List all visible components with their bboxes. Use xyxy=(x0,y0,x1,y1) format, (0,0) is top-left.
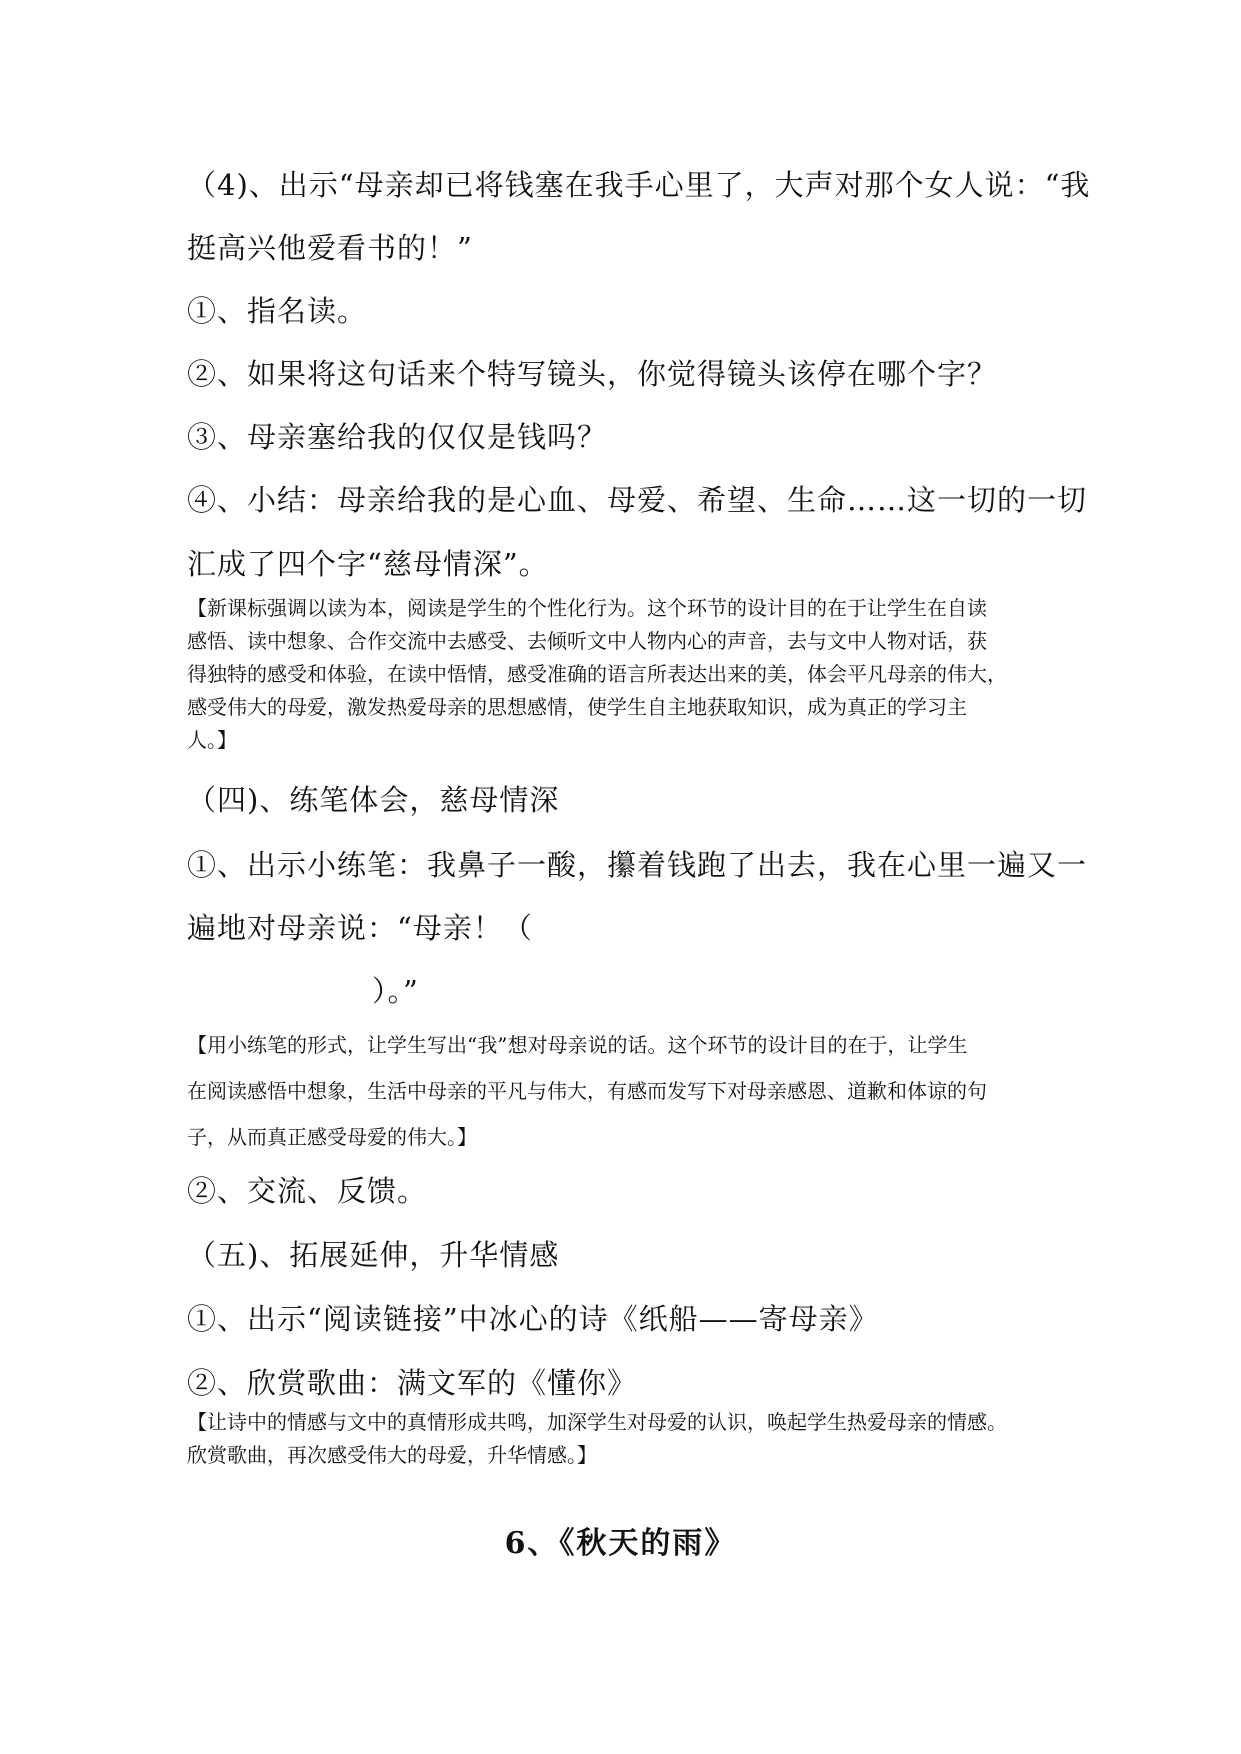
note-line: 欣赏歌曲，再次感受伟大的母爱，升华情感。】 xyxy=(187,1443,597,1467)
section-4-item-3: ③、母亲塞给我的仅仅是钱吗？ xyxy=(187,420,608,454)
note-line: 感受伟大的母爱，激发热爱母亲的思想感情，使学生自主地获取知识，成为真正的学习主 xyxy=(187,695,967,719)
section-4-item-2: ②、如果将这句话来个特写镜头，你觉得镜头该停在哪个字？ xyxy=(187,357,998,391)
section-4-item-4-line-1: ④、小结：母亲给我的是心血、母爱、希望、生命……这一切的一切 xyxy=(187,483,1088,517)
section-wu-heading: （五)、拓展延伸，升华情感 xyxy=(187,1238,560,1272)
note-line: 得独特的感受和体验，在读中悟情，感受准确的语言所表达出来的美，体会平凡母亲的伟大， xyxy=(187,662,1007,686)
section-si-heading: （四)、练笔体会，慈母情深 xyxy=(187,783,560,817)
note-line: 子，从而真正感受母爱的伟大。】 xyxy=(187,1125,477,1149)
section-wu-design-note xyxy=(187,1406,1057,1472)
note-line: 【用小练笔的形式，让学生写出“我”想对母亲说的话。这个环节的设计目的在于，让学生 xyxy=(187,1033,968,1057)
section-si-design-note xyxy=(187,1022,1057,1160)
section-4-line-1: （4)、出示“母亲却已将钱塞在我手心里了，大声对那个女人说：“我 xyxy=(187,168,1091,202)
section-si-item-1-line-2: 遍地对母亲说：“母亲！（ xyxy=(187,911,533,945)
section-4-design-note xyxy=(187,592,1057,757)
section-wu-item-2: ②、欣赏歌曲：满文军的《懂你》 xyxy=(187,1366,638,1400)
section-4-item-1: ①、指名读。 xyxy=(187,294,368,328)
section-4-line-2: 挺高兴他爱看书的！” xyxy=(187,231,473,265)
section-si-item-1-line-1: ①、出示小练笔：我鼻子一酸，攥着钱跑了出去，我在心里一遍又一 xyxy=(187,848,1088,882)
section-4-item-4-line-2: 汇成了四个字“慈母情深”。 xyxy=(187,547,549,581)
note-line: 【新课标强调以读为本，阅读是学生的个性化行为。这个环节的设计目的在于让学生在自读 xyxy=(187,596,987,620)
section-wu-item-1: ①、出示“阅读链接”中冰心的诗《纸船——寄母亲》 xyxy=(187,1302,879,1336)
section-si-item-2: ②、交流、反馈。 xyxy=(187,1174,428,1208)
note-line: 在阅读感悟中想象，生活中母亲的平凡与伟大，有感而发写下对母亲感恩、道歉和体谅的句 xyxy=(187,1079,987,1103)
section-si-item-1-line-3: ）。” xyxy=(372,974,419,1008)
note-line: 【让诗中的情感与文中的真情形成共鸣，加深学生对母爱的认识，唤起学生热爱母亲的情感。 xyxy=(187,1410,1007,1434)
note-line: 人。】 xyxy=(187,728,237,752)
note-line: 感悟、读中想象、合作交流中去感受、去倾听文中人物内心的声音，去与文中人物对话，获 xyxy=(187,629,987,653)
next-lesson-title: 6、《秋天的雨》 xyxy=(504,1526,737,1561)
